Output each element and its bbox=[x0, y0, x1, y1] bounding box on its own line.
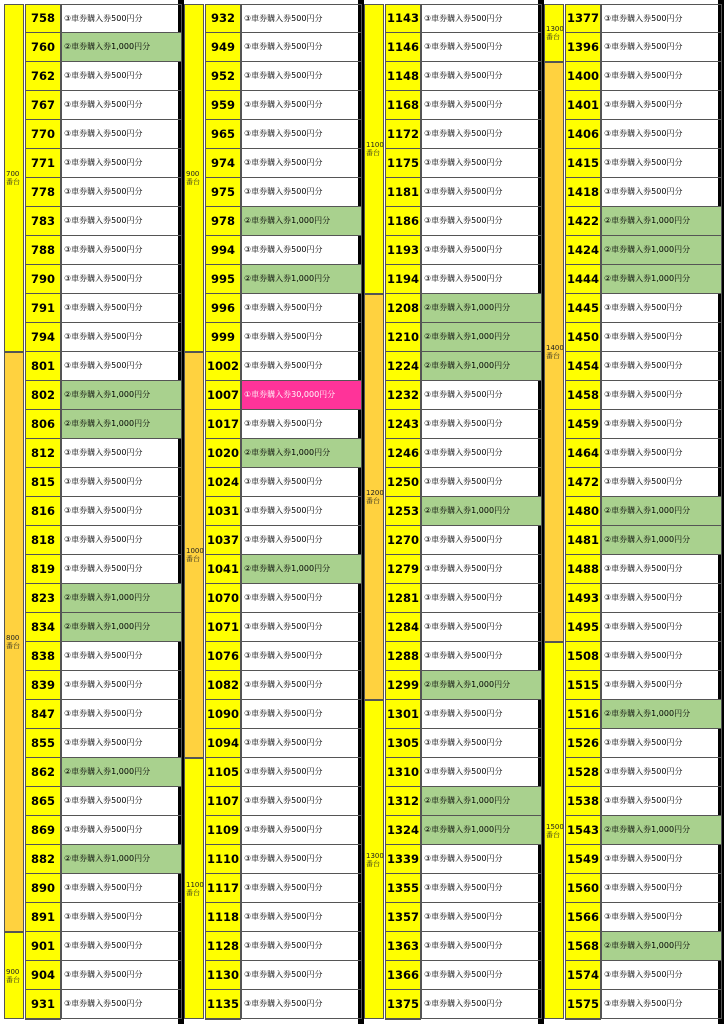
prize-label: ②車券購入券1,000円分 bbox=[61, 758, 182, 787]
prize-label: ②車券購入券1,000円分 bbox=[61, 410, 182, 439]
winning-number: 794 bbox=[25, 323, 61, 352]
prize-label: ②車券購入券1,000円分 bbox=[601, 265, 722, 294]
prize-label: ②車券購入券1,000円分 bbox=[601, 526, 722, 555]
prize-label: ③車券購入券500円分 bbox=[61, 497, 182, 526]
winning-number: 838 bbox=[25, 642, 61, 671]
prize-label: ③車券購入券500円分 bbox=[61, 323, 182, 352]
number-column-2 bbox=[184, 4, 362, 1020]
winning-number: 1243 bbox=[385, 410, 421, 439]
prize-label: ③車券購入券500円分 bbox=[61, 787, 182, 816]
prize-label: ③車券購入券500円分 bbox=[601, 874, 722, 903]
prize-label: ③車券購入券500円分 bbox=[601, 990, 722, 1019]
winning-number: 901 bbox=[25, 932, 61, 961]
winning-number: 1270 bbox=[385, 526, 421, 555]
prize-label: ③車券購入券500円分 bbox=[601, 903, 722, 932]
winning-number: 890 bbox=[25, 874, 61, 903]
winning-number: 1324 bbox=[385, 816, 421, 845]
prize-label: ③車券購入券500円分 bbox=[241, 787, 362, 816]
prize-label: ③車券購入券500円分 bbox=[601, 120, 722, 149]
prize-label: ③車券購入券500円分 bbox=[61, 555, 182, 584]
prize-label: ③車券購入券500円分 bbox=[241, 584, 362, 613]
winning-number: 1560 bbox=[565, 874, 601, 903]
prize-label: ③車券購入券500円分 bbox=[601, 381, 722, 410]
winning-number: 1472 bbox=[565, 468, 601, 497]
prize-label: ③車券購入券500円分 bbox=[601, 439, 722, 468]
prize-label: ③車券購入券500円分 bbox=[421, 758, 542, 787]
prize-label: ③車券購入券500円分 bbox=[241, 671, 362, 700]
prize-label: ③車券購入券500円分 bbox=[61, 642, 182, 671]
prize-label: ③車券購入券500円分 bbox=[601, 352, 722, 381]
winning-number: 1208 bbox=[385, 294, 421, 323]
winning-number: 770 bbox=[25, 120, 61, 149]
winning-number: 1305 bbox=[385, 729, 421, 758]
winning-number: 1406 bbox=[565, 120, 601, 149]
prize-label: ③車券購入券500円分 bbox=[61, 294, 182, 323]
range-group-label: 1300 番台 bbox=[364, 700, 384, 1019]
prize-label: ③車券購入券500円分 bbox=[61, 352, 182, 381]
winning-number: 1168 bbox=[385, 91, 421, 120]
winning-number: 1357 bbox=[385, 903, 421, 932]
winning-number: 1007 bbox=[205, 381, 241, 410]
prize-label: ③車券購入券500円分 bbox=[61, 990, 182, 1019]
winning-number: 801 bbox=[25, 352, 61, 381]
winning-number: 1301 bbox=[385, 700, 421, 729]
winning-number: 1493 bbox=[565, 584, 601, 613]
winning-number: 1194 bbox=[385, 265, 421, 294]
prize-label: ③車券購入券500円分 bbox=[601, 961, 722, 990]
range-group-label: 1400 番台 bbox=[544, 62, 564, 642]
prize-label: ③車券購入券500円分 bbox=[61, 4, 182, 33]
prize-label: ②車券購入券1,000円分 bbox=[241, 207, 362, 236]
winning-number: 1175 bbox=[385, 149, 421, 178]
winning-number: 760 bbox=[25, 33, 61, 62]
winning-number: 865 bbox=[25, 787, 61, 816]
winning-number: 1135 bbox=[205, 990, 241, 1019]
winning-number: 999 bbox=[205, 323, 241, 352]
winning-number: 1508 bbox=[565, 642, 601, 671]
winning-number: 1458 bbox=[565, 381, 601, 410]
prize-label: ③車券購入券500円分 bbox=[421, 62, 542, 91]
winning-number: 806 bbox=[25, 410, 61, 439]
winning-number: 1312 bbox=[385, 787, 421, 816]
prize-label: ②車券購入券1,000円分 bbox=[61, 584, 182, 613]
prize-label: ③車券購入券500円分 bbox=[601, 323, 722, 352]
range-group-label: 1500 番台 bbox=[544, 642, 564, 1019]
winning-number: 1400 bbox=[565, 62, 601, 91]
number-column-4 bbox=[544, 4, 722, 1020]
prize-label: ③車券購入券500円分 bbox=[241, 236, 362, 265]
prize-label: ③車券購入券500円分 bbox=[601, 613, 722, 642]
winning-number: 1516 bbox=[565, 700, 601, 729]
range-group-label: 700 番台 bbox=[4, 4, 24, 352]
prize-label: ③車券購入券500円分 bbox=[601, 410, 722, 439]
prize-label: ③車券購入券500円分 bbox=[61, 961, 182, 990]
winning-number: 812 bbox=[25, 439, 61, 468]
prize-label: ③車券購入券500円分 bbox=[241, 33, 362, 62]
winning-number: 1418 bbox=[565, 178, 601, 207]
prize-label: ③車券購入券500円分 bbox=[601, 787, 722, 816]
winning-number: 1288 bbox=[385, 642, 421, 671]
prize-label: ③車券購入券500円分 bbox=[241, 932, 362, 961]
prize-label: ③車券購入券500円分 bbox=[241, 352, 362, 381]
prize-label: ③車券購入券500円分 bbox=[61, 439, 182, 468]
prize-label: ③車券購入券500円分 bbox=[61, 149, 182, 178]
prize-label: ③車券購入券500円分 bbox=[601, 294, 722, 323]
prize-label: ②車券購入券1,000円分 bbox=[601, 700, 722, 729]
prize-label: ③車券購入券500円分 bbox=[421, 381, 542, 410]
prize-label: ③車券購入券500円分 bbox=[61, 178, 182, 207]
prize-label: ③車券購入券500円分 bbox=[241, 700, 362, 729]
number-column-3 bbox=[364, 4, 542, 1020]
winning-number: 1017 bbox=[205, 410, 241, 439]
winning-number: 1459 bbox=[565, 410, 601, 439]
winning-number: 1515 bbox=[565, 671, 601, 700]
prize-label: ③車券購入券500円分 bbox=[241, 874, 362, 903]
range-group-label: 1300 番台 bbox=[544, 4, 564, 62]
prize-label: ③車券購入券500円分 bbox=[241, 497, 362, 526]
prize-label: ②車券購入券1,000円分 bbox=[421, 816, 542, 845]
winning-number: 862 bbox=[25, 758, 61, 787]
prize-label: ③車券購入券500円分 bbox=[601, 555, 722, 584]
prize-label: ③車券購入券500円分 bbox=[61, 526, 182, 555]
winning-number: 1024 bbox=[205, 468, 241, 497]
prize-label: ③車券購入券500円分 bbox=[241, 729, 362, 758]
prize-label: ③車券購入券500円分 bbox=[601, 468, 722, 497]
winning-number: 1118 bbox=[205, 903, 241, 932]
prize-label: ③車券購入券500円分 bbox=[601, 178, 722, 207]
prize-label: ③車券購入券500円分 bbox=[601, 758, 722, 787]
prize-label: ③車券購入券500円分 bbox=[421, 33, 542, 62]
winning-number: 1090 bbox=[205, 700, 241, 729]
prize-label: ③車券購入券500円分 bbox=[241, 178, 362, 207]
prize-label: ③車券購入券500円分 bbox=[241, 120, 362, 149]
winning-number: 1232 bbox=[385, 381, 421, 410]
winning-number: 1454 bbox=[565, 352, 601, 381]
winning-number: 823 bbox=[25, 584, 61, 613]
winning-number: 1020 bbox=[205, 439, 241, 468]
winning-number: 1246 bbox=[385, 439, 421, 468]
prize-label: ③車券購入券500円分 bbox=[421, 236, 542, 265]
prize-label: ③車券購入券500円分 bbox=[61, 700, 182, 729]
prize-label: ③車券購入券500円分 bbox=[241, 468, 362, 497]
prize-label: ③車券購入券500円分 bbox=[601, 642, 722, 671]
prize-label: ②車券購入券1,000円分 bbox=[421, 323, 542, 352]
prize-label: ③車券購入券500円分 bbox=[421, 961, 542, 990]
winning-number: 1109 bbox=[205, 816, 241, 845]
winning-number: 995 bbox=[205, 265, 241, 294]
winning-number: 834 bbox=[25, 613, 61, 642]
winning-number: 1210 bbox=[385, 323, 421, 352]
winning-number: 959 bbox=[205, 91, 241, 120]
winning-number: 802 bbox=[25, 381, 61, 410]
winning-number: 1181 bbox=[385, 178, 421, 207]
prize-label: ③車券購入券500円分 bbox=[61, 91, 182, 120]
prize-label: ③車券購入券500円分 bbox=[61, 207, 182, 236]
winning-number: 1071 bbox=[205, 613, 241, 642]
winning-number: 1146 bbox=[385, 33, 421, 62]
prize-label: ③車券購入券500円分 bbox=[61, 236, 182, 265]
winning-number: 949 bbox=[205, 33, 241, 62]
prize-label: ③車券購入券500円分 bbox=[421, 613, 542, 642]
prize-label: ③車券購入券500円分 bbox=[601, 729, 722, 758]
prize-label: ③車券購入券500円分 bbox=[61, 265, 182, 294]
winning-number: 1310 bbox=[385, 758, 421, 787]
winning-number: 1037 bbox=[205, 526, 241, 555]
winning-number: 1117 bbox=[205, 874, 241, 903]
winning-number: 1224 bbox=[385, 352, 421, 381]
winning-number: 1401 bbox=[565, 91, 601, 120]
prize-label: ③車券購入券500円分 bbox=[61, 62, 182, 91]
prize-label: ③車券購入券500円分 bbox=[61, 816, 182, 845]
winning-number: 1193 bbox=[385, 236, 421, 265]
winning-number: 771 bbox=[25, 149, 61, 178]
prize-label: ③車券購入券500円分 bbox=[241, 903, 362, 932]
prize-label: ②車券購入券1,000円分 bbox=[241, 555, 362, 584]
winning-number: 1444 bbox=[565, 265, 601, 294]
prize-label: ②車券購入券1,000円分 bbox=[601, 236, 722, 265]
prize-label: ③車券購入券500円分 bbox=[241, 642, 362, 671]
winning-number: 994 bbox=[205, 236, 241, 265]
winning-number: 1575 bbox=[565, 990, 601, 1019]
winning-number: 1107 bbox=[205, 787, 241, 816]
prize-label: ③車券購入券500円分 bbox=[421, 178, 542, 207]
prize-label: ③車券購入券500円分 bbox=[241, 613, 362, 642]
prize-label: ③車券購入券500円分 bbox=[241, 526, 362, 555]
prize-label: ③車券購入券500円分 bbox=[601, 33, 722, 62]
prize-label: ③車券購入券500円分 bbox=[241, 410, 362, 439]
winning-number: 1415 bbox=[565, 149, 601, 178]
winning-number: 1284 bbox=[385, 613, 421, 642]
prize-label: ②車券購入券1,000円分 bbox=[241, 439, 362, 468]
number-column-1 bbox=[4, 4, 182, 1020]
winning-number: 1363 bbox=[385, 932, 421, 961]
winning-number: 1480 bbox=[565, 497, 601, 526]
prize-label: ②車券購入券1,000円分 bbox=[601, 497, 722, 526]
winning-number: 1445 bbox=[565, 294, 601, 323]
range-group-label: 800 番台 bbox=[4, 352, 24, 932]
winning-number: 762 bbox=[25, 62, 61, 91]
prize-label: ③車券購入券500円分 bbox=[421, 439, 542, 468]
prize-label: ③車券購入券500円分 bbox=[601, 4, 722, 33]
winning-number: 758 bbox=[25, 4, 61, 33]
winning-number: 1422 bbox=[565, 207, 601, 236]
winning-number: 1250 bbox=[385, 468, 421, 497]
prize-label: ③車券購入券500円分 bbox=[421, 729, 542, 758]
winning-number: 1339 bbox=[385, 845, 421, 874]
prize-label: ②車券購入券1,000円分 bbox=[241, 265, 362, 294]
prize-label: ③車券購入券500円分 bbox=[601, 149, 722, 178]
prize-label: ③車券購入券500円分 bbox=[61, 874, 182, 903]
winning-number: 1566 bbox=[565, 903, 601, 932]
prize-label: ③車券購入券500円分 bbox=[421, 845, 542, 874]
winning-number: 1279 bbox=[385, 555, 421, 584]
winning-number: 819 bbox=[25, 555, 61, 584]
winning-number: 790 bbox=[25, 265, 61, 294]
winning-number: 1110 bbox=[205, 845, 241, 874]
winning-number: 1450 bbox=[565, 323, 601, 352]
prize-label: ③車券購入券500円分 bbox=[61, 903, 182, 932]
prize-label: ③車券購入券500円分 bbox=[241, 62, 362, 91]
prize-label: ③車券購入券500円分 bbox=[421, 874, 542, 903]
winning-number: 1574 bbox=[565, 961, 601, 990]
prize-label: ③車券購入券500円分 bbox=[241, 961, 362, 990]
winning-number: 1031 bbox=[205, 497, 241, 526]
prize-label: ③車券購入券500円分 bbox=[61, 671, 182, 700]
winning-number: 1076 bbox=[205, 642, 241, 671]
range-group-label: 1200 番台 bbox=[364, 294, 384, 700]
prize-label: ③車券購入券500円分 bbox=[61, 120, 182, 149]
winning-number: 1128 bbox=[205, 932, 241, 961]
winning-number: 1082 bbox=[205, 671, 241, 700]
prize-label: ③車券購入券500円分 bbox=[421, 642, 542, 671]
winning-number: 847 bbox=[25, 700, 61, 729]
winning-number: 975 bbox=[205, 178, 241, 207]
winning-number: 882 bbox=[25, 845, 61, 874]
winning-number: 931 bbox=[25, 990, 61, 1019]
prize-label: ②車券購入券1,000円分 bbox=[61, 845, 182, 874]
winning-number: 1543 bbox=[565, 816, 601, 845]
prize-label: ③車券購入券500円分 bbox=[241, 845, 362, 874]
prize-label: ②車券購入券1,000円分 bbox=[61, 381, 182, 410]
winning-number: 1488 bbox=[565, 555, 601, 584]
prize-label: ②車券購入券1,000円分 bbox=[601, 816, 722, 845]
prize-label: ③車券購入券500円分 bbox=[61, 468, 182, 497]
prize-label: ③車券購入券500円分 bbox=[421, 903, 542, 932]
range-group-label: 900 番台 bbox=[184, 4, 204, 352]
prize-label: ②車券購入券1,000円分 bbox=[421, 352, 542, 381]
prize-label: ③車券購入券500円分 bbox=[421, 468, 542, 497]
winning-number: 1366 bbox=[385, 961, 421, 990]
prize-label: ③車券購入券500円分 bbox=[241, 4, 362, 33]
prize-label: ③車券購入券500円分 bbox=[601, 845, 722, 874]
prize-label: ②車券購入券1,000円分 bbox=[421, 787, 542, 816]
prize-label: ③車券購入券500円分 bbox=[61, 932, 182, 961]
winning-number: 1549 bbox=[565, 845, 601, 874]
prize-label: ③車券購入券500円分 bbox=[421, 700, 542, 729]
winning-number: 1396 bbox=[565, 33, 601, 62]
range-group-label: 1100 番台 bbox=[184, 758, 204, 1019]
range-group-label: 1100 番台 bbox=[364, 4, 384, 294]
range-group-label: 1000 番台 bbox=[184, 352, 204, 758]
range-group-label: 900 番台 bbox=[4, 932, 24, 1019]
prize-label: ③車券購入券500円分 bbox=[241, 758, 362, 787]
winning-number: 1528 bbox=[565, 758, 601, 787]
prize-label: ②車券購入券1,000円分 bbox=[61, 613, 182, 642]
winning-number: 815 bbox=[25, 468, 61, 497]
prize-label: ③車券購入券500円分 bbox=[421, 265, 542, 294]
prize-label: ③車券購入券500円分 bbox=[241, 816, 362, 845]
prize-label: ③車券購入券500円分 bbox=[241, 990, 362, 1019]
prize-label: ③車券購入券500円分 bbox=[421, 91, 542, 120]
prize-label: ②車券購入券1,000円分 bbox=[601, 207, 722, 236]
winning-number: 816 bbox=[25, 497, 61, 526]
winning-number: 1495 bbox=[565, 613, 601, 642]
winning-number: 1130 bbox=[205, 961, 241, 990]
winning-number: 965 bbox=[205, 120, 241, 149]
winning-number: 932 bbox=[205, 4, 241, 33]
winning-number: 869 bbox=[25, 816, 61, 845]
winning-number: 904 bbox=[25, 961, 61, 990]
winning-number: 778 bbox=[25, 178, 61, 207]
prize-label: ③車券購入券500円分 bbox=[601, 62, 722, 91]
winning-number: 1377 bbox=[565, 4, 601, 33]
winning-number: 974 bbox=[205, 149, 241, 178]
winning-number: 839 bbox=[25, 671, 61, 700]
winning-number: 1143 bbox=[385, 4, 421, 33]
winning-number: 1186 bbox=[385, 207, 421, 236]
prize-label: ③車券購入券500円分 bbox=[601, 671, 722, 700]
winning-number: 1105 bbox=[205, 758, 241, 787]
winning-number: 1481 bbox=[565, 526, 601, 555]
prize-label: ③車券購入券500円分 bbox=[421, 4, 542, 33]
winning-number: 1424 bbox=[565, 236, 601, 265]
winning-number: 1568 bbox=[565, 932, 601, 961]
prize-label: ③車券購入券500円分 bbox=[601, 91, 722, 120]
prize-label: ③車券購入券500円分 bbox=[421, 120, 542, 149]
prize-label: ③車券購入券500円分 bbox=[241, 294, 362, 323]
prize-label: ③車券購入券500円分 bbox=[61, 729, 182, 758]
winning-number: 1464 bbox=[565, 439, 601, 468]
winning-number: 1148 bbox=[385, 62, 421, 91]
winning-number: 1526 bbox=[565, 729, 601, 758]
prize-label: ③車券購入券500円分 bbox=[241, 91, 362, 120]
winning-number: 1375 bbox=[385, 990, 421, 1019]
winning-number: 1172 bbox=[385, 120, 421, 149]
winning-number: 978 bbox=[205, 207, 241, 236]
prize-label: ①車券購入券30,000円分 bbox=[241, 381, 362, 410]
prize-label: ③車券購入券500円分 bbox=[421, 207, 542, 236]
prize-label: ②車券購入券1,000円分 bbox=[421, 497, 542, 526]
prize-label: ②車券購入券1,000円分 bbox=[421, 671, 542, 700]
winning-number: 767 bbox=[25, 91, 61, 120]
prize-label: ③車券購入券500円分 bbox=[421, 149, 542, 178]
winning-number: 1002 bbox=[205, 352, 241, 381]
winning-number: 1299 bbox=[385, 671, 421, 700]
prize-label: ②車券購入券1,000円分 bbox=[421, 294, 542, 323]
winning-number: 1355 bbox=[385, 874, 421, 903]
winning-number: 1070 bbox=[205, 584, 241, 613]
winning-number: 891 bbox=[25, 903, 61, 932]
prize-label: ③車券購入券500円分 bbox=[421, 990, 542, 1019]
prize-label: ③車券購入券500円分 bbox=[421, 555, 542, 584]
winning-number: 788 bbox=[25, 236, 61, 265]
winning-number: 855 bbox=[25, 729, 61, 758]
prize-label: ③車券購入券500円分 bbox=[421, 932, 542, 961]
prize-label: ③車券購入券500円分 bbox=[241, 323, 362, 352]
winning-number: 1538 bbox=[565, 787, 601, 816]
prize-label: ③車券購入券500円分 bbox=[421, 584, 542, 613]
winning-number: 818 bbox=[25, 526, 61, 555]
winning-number: 1041 bbox=[205, 555, 241, 584]
winning-number: 791 bbox=[25, 294, 61, 323]
winning-number: 1281 bbox=[385, 584, 421, 613]
winning-number: 996 bbox=[205, 294, 241, 323]
prize-label: ③車券購入券500円分 bbox=[421, 526, 542, 555]
winning-number: 783 bbox=[25, 207, 61, 236]
winning-number: 952 bbox=[205, 62, 241, 91]
prize-label: ②車券購入券1,000円分 bbox=[61, 33, 182, 62]
prize-label: ③車券購入券500円分 bbox=[421, 410, 542, 439]
prize-label: ②車券購入券1,000円分 bbox=[601, 932, 722, 961]
winning-number: 1094 bbox=[205, 729, 241, 758]
prize-label: ③車券購入券500円分 bbox=[601, 584, 722, 613]
prize-label: ③車券購入券500円分 bbox=[241, 149, 362, 178]
winning-number: 1253 bbox=[385, 497, 421, 526]
